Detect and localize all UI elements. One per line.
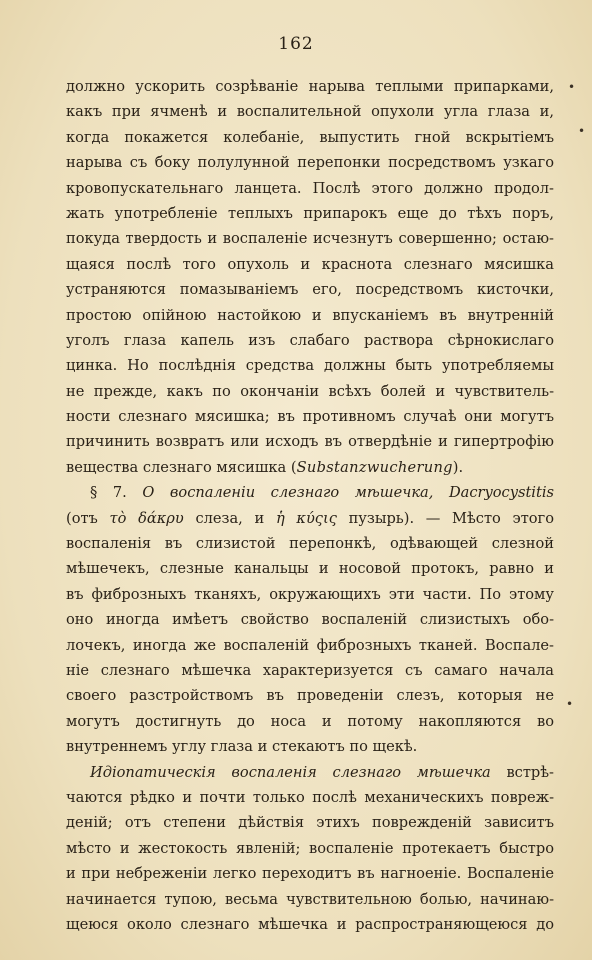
- text-segment: уголъ глаза капель изъ слабаго раствора сѣрнокислаго: [66, 331, 554, 349]
- text-line: [66, 201, 554, 226]
- text-line: [66, 556, 554, 581]
- text-segment: τὸ δάκρυ: [109, 509, 184, 527]
- text-line: [66, 861, 554, 886]
- text-segment: своего разстройствомъ въ проведеніи слезъ, которыя не: [66, 687, 554, 705]
- text-line: [66, 709, 554, 734]
- text-line: [66, 734, 554, 759]
- text-line: [66, 455, 554, 480]
- text-line: [66, 176, 554, 201]
- text-segment: чаются рѣдко и почти только послѣ механическихъ повреж-: [66, 788, 554, 806]
- text-segment: деній; отъ степени дѣйствія этихъ поврежденій зависитъ: [66, 814, 554, 832]
- text-line: [66, 760, 554, 785]
- text-line: [66, 74, 554, 99]
- text-line: [66, 912, 554, 937]
- margin-mark: •: [578, 124, 586, 138]
- text-line: [66, 785, 554, 810]
- text-segment: щеюся около слезнаго мѣшечка и распространяющеюся до: [66, 915, 554, 933]
- text-segment: лочекъ, иногда же воспаленій фиброзныхъ тканей. Воспале-: [66, 636, 554, 654]
- text-line: [66, 150, 554, 175]
- text-line: [66, 353, 554, 378]
- text-segment: О воспаленіи слезнаго мѣшечка, Dacryocystitis: [142, 484, 554, 502]
- text-segment: покуда твердость и воспаленіе исчезнутъ совершенно; остаю-: [66, 230, 554, 248]
- page-number: 162: [278, 34, 314, 54]
- margin-mark: •: [566, 697, 574, 711]
- text-line: [66, 252, 554, 277]
- text-segment: могутъ достигнуть до носа и потому накопляются во: [66, 712, 554, 730]
- text-segment: какъ при ячменѣ и воспалительной опухоли угла глаза и,: [66, 103, 554, 121]
- text-segment: ἡ κύςις: [275, 509, 337, 527]
- text-segment: воспаленія въ слизистой перепонкѣ, одѣвающей слезной: [66, 535, 554, 553]
- text-segment: ности слезнаго мясишка; въ противномъ случаѣ они могутъ: [66, 408, 554, 426]
- text-segment: причинить возвратъ или исходъ въ отвердѣніе и гипертрофію: [66, 433, 554, 451]
- text-segment: простою опійною настойкою и впусканіемъ въ внутренній: [66, 306, 554, 324]
- text-line: [66, 658, 554, 683]
- text-line: [66, 810, 554, 835]
- text-segment: должно ускорить созрѣваніе нарыва теплыми припарками,: [66, 78, 554, 95]
- text-segment: кровопускательнаго ланцета. Послѣ этого должно продол-: [66, 179, 554, 197]
- text-segment: начинается тупою, весьма чувствительною болью, начинаю-: [66, 890, 554, 908]
- text-line: [66, 683, 554, 708]
- text-line: [66, 633, 554, 658]
- text-line: [66, 303, 554, 328]
- margin-mark: •: [568, 80, 576, 94]
- text-segment: вещества слезнаго мясишка (: [66, 458, 297, 476]
- text-segment: Substanzwucherung: [296, 458, 453, 476]
- text-segment: § 7.: [90, 484, 143, 502]
- text-segment: оно иногда имѣетъ свойство воспаленій слизистыхъ обо-: [66, 611, 554, 629]
- text-line: [66, 277, 554, 302]
- text-segment: устраняются помазываніемъ его, посредствомъ кисточки,: [66, 281, 554, 299]
- text-line: [66, 379, 554, 404]
- text-segment: (отъ: [66, 509, 110, 527]
- text-segment: въ фиброзныхъ тканяхъ, окружающихъ эти части. По этому: [66, 585, 554, 603]
- text-line: [66, 836, 554, 861]
- text-segment: мѣсто и жестокость явленій; воспаленіе протекаетъ быстро: [66, 839, 554, 857]
- text-line: [66, 429, 554, 454]
- text-line: [66, 125, 554, 150]
- text-line: [66, 480, 554, 505]
- text-line: [66, 404, 554, 429]
- text-segment: щаяся послѣ того опухоль и краснота слезнаго мясишка: [66, 255, 554, 273]
- text-line: [66, 328, 554, 353]
- text-segment: когда покажется колебаніе, выпустить гной вскрытіемъ: [66, 128, 554, 146]
- body-text: [66, 74, 554, 937]
- text-line: [66, 607, 554, 632]
- text-segment: слеза, и: [183, 509, 276, 527]
- text-segment: ніе слезнаго мѣшечка характеризуется съ самаго начала: [66, 661, 554, 679]
- text-line: [66, 582, 554, 607]
- text-segment: внутреннемъ углу глаза и стекаютъ по щекѣ.: [66, 738, 418, 756]
- text-segment: нарыва съ боку полулунной перепонки посредствомъ узкаго: [66, 154, 554, 172]
- text-segment: Идіопатическія воспаленія слезнаго мѣшечка: [90, 763, 491, 781]
- text-segment: жать употребленіе теплыхъ припарокъ еще до тѣхъ поръ,: [66, 204, 554, 222]
- text-line: [66, 226, 554, 251]
- text-segment: встрѣ-: [490, 763, 554, 781]
- text-line: [66, 99, 554, 124]
- text-segment: пузырь). — Мѣсто этого: [336, 509, 554, 527]
- text-segment: ).: [452, 458, 464, 476]
- text-segment: и при небреженіи легко переходитъ въ нагноеніе. Воспаленіе: [66, 865, 554, 883]
- text-line: [66, 887, 554, 912]
- text-segment: цинка. Но послѣднія средства должны быть употребляемы: [66, 357, 554, 375]
- text-line: [66, 531, 554, 556]
- text-segment: мѣшечекъ, слезные канальцы и носовой протокъ, равно и: [66, 560, 554, 578]
- text-line: [66, 506, 554, 531]
- text-segment: не прежде, какъ по окончаніи всѣхъ болей и чувствитель-: [66, 382, 554, 400]
